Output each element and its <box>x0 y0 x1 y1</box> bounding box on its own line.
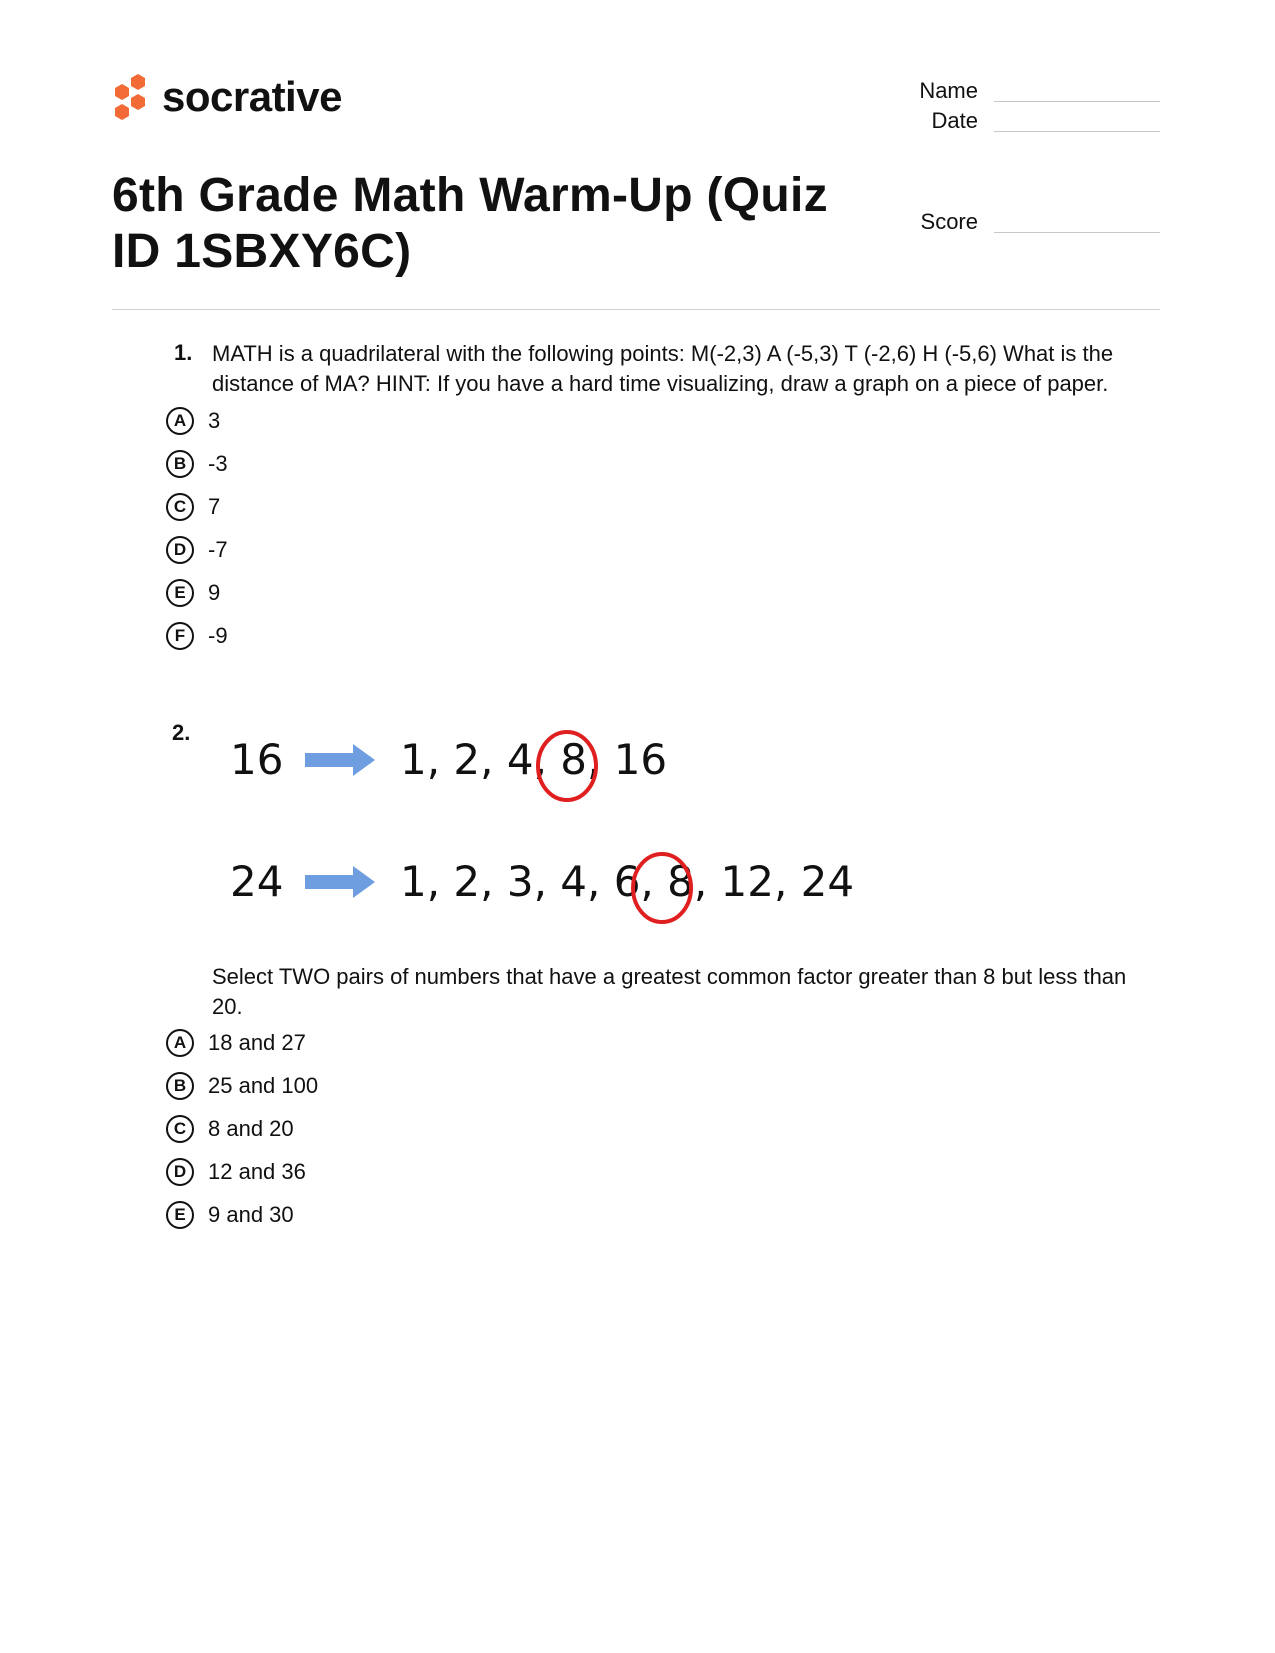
choice-label: 25 and 100 <box>208 1072 319 1098</box>
choice-label: -9 <box>208 622 228 648</box>
row1-number: 16 <box>230 735 284 784</box>
date-field <box>878 108 1160 134</box>
row1-arrow-icon <box>305 744 375 776</box>
page-title: 6th Grade Math Warm-Up (Quiz ID 1SBXY6C) <box>112 169 828 278</box>
question-1-choices <box>166 399 228 657</box>
choice-label: 9 <box>208 579 221 605</box>
choice-option[interactable] <box>166 399 228 442</box>
date-label: Date <box>931 108 978 133</box>
question-2-text: Select TWO pairs of numbers that have a greatest common factor greater than 8 but less than 20. <box>212 964 1127 1019</box>
choice-option[interactable] <box>166 442 228 485</box>
choice-option[interactable] <box>166 614 228 657</box>
choice-bubble[interactable]: D <box>166 536 194 564</box>
choice-label: 8 and 20 <box>208 1115 294 1141</box>
socrative-logo <box>110 72 340 124</box>
choice-label: 18 and 27 <box>208 1029 306 1055</box>
row2-factors: 1, 2, 3, 4, 6, 8, 12, 24 <box>400 857 855 906</box>
score-label: Score <box>920 209 978 234</box>
choice-label: 12 and 36 <box>208 1158 306 1184</box>
row1-factors: 1, 2, 4, 8, 16 <box>400 735 668 784</box>
name-line[interactable] <box>994 101 1160 102</box>
choice-bubble[interactable]: B <box>166 450 194 478</box>
choice-label: -7 <box>208 536 228 562</box>
name-field <box>878 78 1160 104</box>
question-2-choices <box>166 1021 318 1236</box>
question-1-text: MATH is a quadrilateral with the following points: M(-2,3) A (-5,3) T (-2,6) H (-5,6) What is the distance of MA? HINT: If you have a hard time visualizing, draw a graph on a piece of paper. <box>212 341 1114 396</box>
choice-bubble[interactable]: C <box>166 493 194 521</box>
choice-option[interactable] <box>166 1064 318 1107</box>
choice-bubble[interactable]: E <box>166 579 194 607</box>
factor-diagram <box>225 718 865 938</box>
choice-label: 9 and 30 <box>208 1201 294 1227</box>
choice-option[interactable] <box>166 1193 318 1236</box>
choice-bubble[interactable]: C <box>166 1115 194 1143</box>
date-line[interactable] <box>994 131 1160 132</box>
row2-number: 24 <box>230 857 284 906</box>
logo-hexagons-icon <box>110 72 150 124</box>
choice-label: -3 <box>208 450 228 476</box>
choice-label: 7 <box>208 493 221 519</box>
factor-figure <box>225 718 865 938</box>
choice-option[interactable] <box>166 1107 318 1150</box>
choice-bubble[interactable]: D <box>166 1158 194 1186</box>
logo-text: socrative <box>162 73 342 120</box>
question-2-number: 2. <box>172 720 191 745</box>
choice-option[interactable] <box>166 571 228 614</box>
choice-option[interactable] <box>166 1021 318 1064</box>
choice-bubble[interactable]: A <box>166 407 194 435</box>
choice-option[interactable] <box>166 485 228 528</box>
score-line[interactable] <box>994 232 1160 233</box>
choice-bubble[interactable]: A <box>166 1029 194 1057</box>
header-divider <box>112 309 1160 310</box>
question-1-number: 1. <box>174 340 193 365</box>
choice-bubble[interactable]: F <box>166 622 194 650</box>
choice-bubble[interactable]: B <box>166 1072 194 1100</box>
row2-arrow-icon <box>305 866 375 898</box>
choice-option[interactable] <box>166 1150 318 1193</box>
choice-bubble[interactable]: E <box>166 1201 194 1229</box>
score-field <box>878 209 1160 235</box>
choice-option[interactable] <box>166 528 228 571</box>
choice-label: 3 <box>208 407 221 433</box>
name-label: Name <box>919 78 978 103</box>
